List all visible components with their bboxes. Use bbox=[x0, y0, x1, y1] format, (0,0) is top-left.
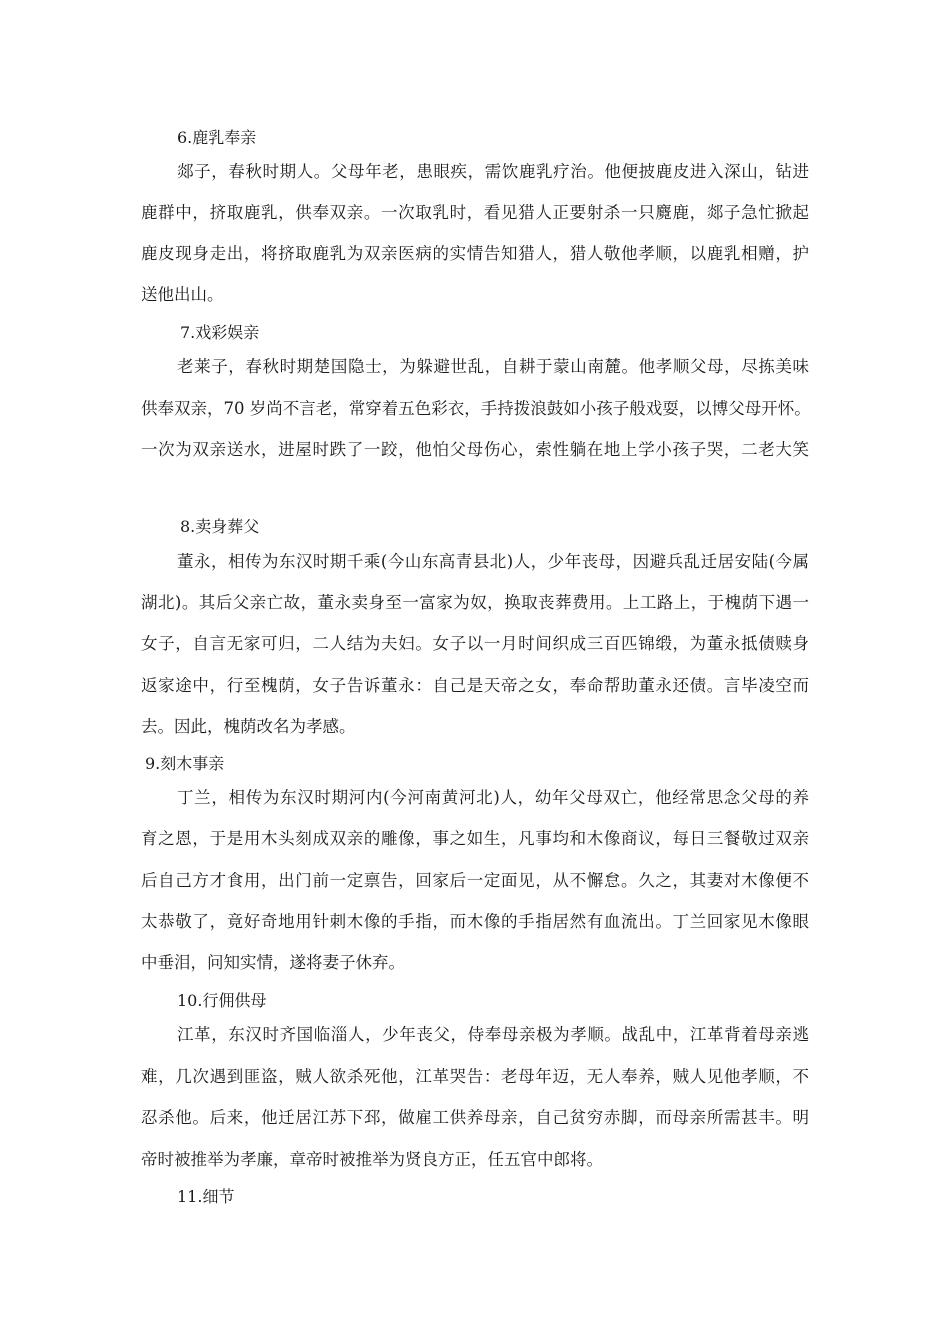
paragraph-line: 丁兰，相传为东汉时期河内(今河南黄河北)人，幼年父母双亡，他经常思念父母的养 bbox=[177, 788, 809, 807]
paragraph-line: 一次为双亲送水，进屋时跌了一跤，他怕父母伤心，索性躺在地上学小孩子哭，二老大笑 bbox=[141, 440, 809, 459]
paragraph-line: 去。因此，槐荫改名为孝感。 bbox=[141, 717, 356, 736]
paragraph-line: 忍杀他。后来，他迁居江苏下邳，做雇工供养母亲，自己贫穷赤脚，而母亲所需甚丰。明 bbox=[141, 1108, 809, 1127]
paragraph-line: 老莱子，春秋时期楚国隐士，为躲避世乱，自耕于蒙山南麓。他孝顺父母，尽拣美味 bbox=[177, 357, 809, 376]
section-heading: 11.细节 bbox=[177, 1187, 235, 1206]
paragraph-line: 返家途中，行至槐荫，女子告诉董永：自己是天帝之女，奉命帮助董永还债。言毕凌空而 bbox=[141, 676, 809, 695]
paragraph-line: 后自己方才食用，出门前一定禀告，回家后一定面见，从不懈怠。久之，其妻对木像便不 bbox=[141, 871, 809, 890]
paragraph-line: 帝时被推举为孝廉，章帝时被推举为贤良方正，任五官中郎将。 bbox=[141, 1150, 603, 1169]
paragraph-line: 鹿群中，挤取鹿乳，供奉双亲。一次取乳时，看见猎人正要射杀一只麑鹿，郯子急忙掀起 bbox=[141, 203, 809, 222]
paragraph-line: 江革，东汉时齐国临淄人，少年丧父，侍奉母亲极为孝顺。战乱中，江革背着母亲逃 bbox=[177, 1025, 809, 1044]
paragraph-line: 太恭敬了，竟好奇地用针刺木像的手指，而木像的手指居然有血流出。丁兰回家见木像眼 bbox=[141, 912, 809, 931]
section-heading: 10.行佣供母 bbox=[177, 991, 267, 1010]
paragraph-line: 鹿皮现身走出，将挤取鹿乳为双亲医病的实情告知猎人，猎人敬他孝顺，以鹿乳相赠，护 bbox=[141, 244, 809, 263]
paragraph-line: 董永，相传为东汉时期千乘(今山东高青县北)人，少年丧母，因避兵乱迁居安陆(今属 bbox=[177, 552, 809, 571]
paragraph-line: 供奉双亲，70 岁尚不言老，常穿着五色彩衣，手持拨浪鼓如小孩子般戏耍，以博父母开怀。 bbox=[141, 399, 811, 418]
paragraph-line: 育之恩，于是用木头刻成双亲的雕像，事之如生，凡事均和木像商议，每日三餐敬过双亲 bbox=[141, 829, 809, 848]
paragraph-line: 送他出山。 bbox=[141, 285, 224, 304]
section-heading: 9.刻木事亲 bbox=[145, 754, 225, 773]
paragraph-line: 难，几次遇到匪盗，贼人欲杀死他，江革哭告：老母年迈，无人奉养，贼人见他孝顺，不 bbox=[141, 1067, 809, 1086]
paragraph-line: 中垂泪，问知实情，遂将妻子休弃。 bbox=[141, 953, 405, 972]
section-heading: 6.鹿乳奉亲 bbox=[177, 128, 257, 147]
paragraph-line: 郯子，春秋时期人。父母年老，患眼疾，需饮鹿乳疗治。他便披鹿皮进入深山，钻进 bbox=[177, 162, 809, 181]
paragraph-line: 湖北)。其后父亲亡故，董永卖身至一富家为奴，换取丧葬费用。上工路上，于槐荫下遇一 bbox=[141, 593, 809, 612]
paragraph-line: 女子，自言无家可归，二人结为夫妇。女子以一月时间织成三百匹锦缎，为董永抵债赎身 bbox=[141, 634, 809, 653]
section-heading: 8.卖身葬父 bbox=[180, 517, 260, 536]
section-heading: 7.戏彩娱亲 bbox=[180, 323, 260, 342]
